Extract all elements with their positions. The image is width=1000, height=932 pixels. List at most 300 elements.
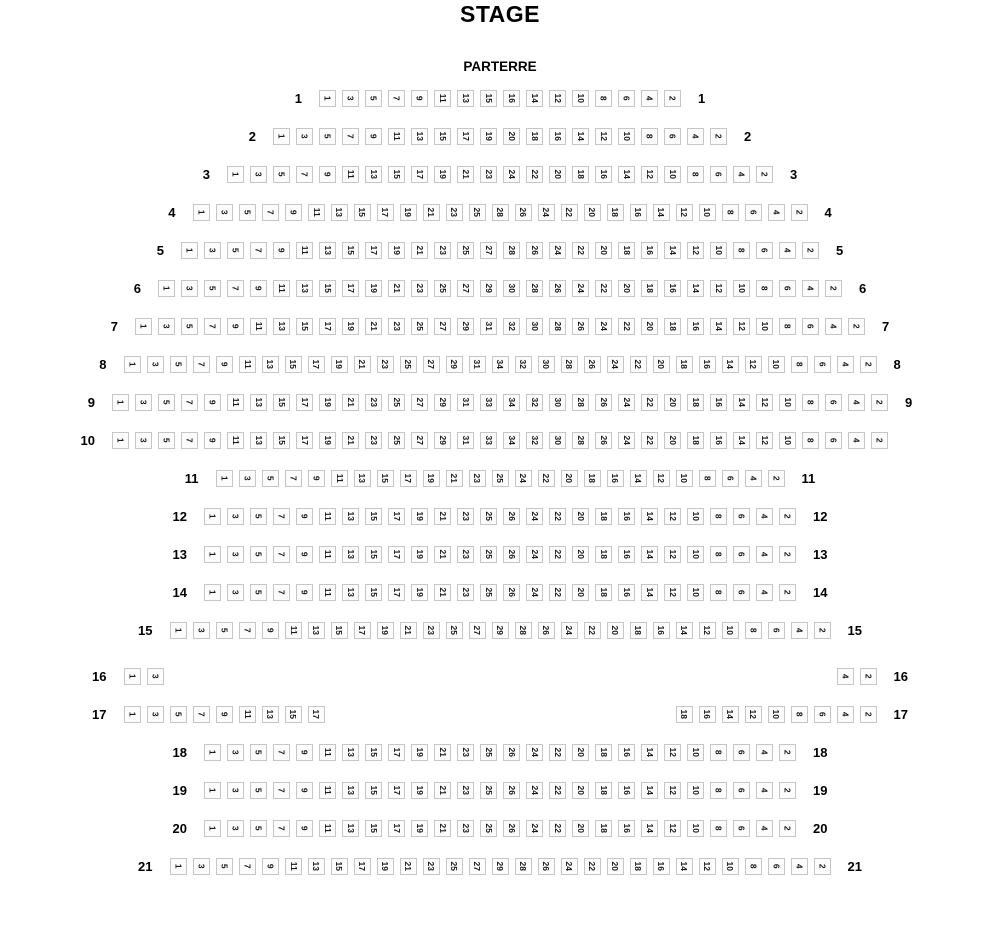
seat-18-1[interactable] xyxy=(204,744,221,761)
seat-7-31[interactable] xyxy=(480,318,497,335)
seat-14-18[interactable] xyxy=(595,584,612,601)
seat-10-20[interactable] xyxy=(664,432,681,449)
seat-10-31[interactable] xyxy=(457,432,474,449)
seat-3-21[interactable] xyxy=(457,166,474,183)
seat-11-8[interactable] xyxy=(699,470,716,487)
seat-6-14[interactable] xyxy=(687,280,704,297)
seat-11-4[interactable] xyxy=(745,470,762,487)
seat-9-18[interactable] xyxy=(687,394,704,411)
seat-21-10[interactable] xyxy=(722,858,739,875)
seat-19-21[interactable] xyxy=(434,782,451,799)
seat-12-25[interactable] xyxy=(480,508,497,525)
seat-6-7[interactable] xyxy=(227,280,244,297)
seat-9-19[interactable] xyxy=(319,394,336,411)
seat-5-12[interactable] xyxy=(687,242,704,259)
seat-1-4[interactable] xyxy=(641,90,658,107)
seat-13-17[interactable] xyxy=(388,546,405,563)
seat-7-23[interactable] xyxy=(388,318,405,335)
seat-21-1[interactable] xyxy=(170,858,187,875)
seat-9-23[interactable] xyxy=(365,394,382,411)
seat-8-3[interactable] xyxy=(147,356,164,373)
seat-13-8[interactable] xyxy=(710,546,727,563)
seat-10-22[interactable] xyxy=(641,432,658,449)
seat-7-4[interactable] xyxy=(825,318,842,335)
seat-3-14[interactable] xyxy=(618,166,635,183)
seat-6-11[interactable] xyxy=(273,280,290,297)
seat-6-15[interactable] xyxy=(319,280,336,297)
seat-8-23[interactable] xyxy=(377,356,394,373)
seat-1-7[interactable] xyxy=(388,90,405,107)
seat-2-2[interactable] xyxy=(710,128,727,145)
seat-19-23[interactable] xyxy=(457,782,474,799)
seat-19-20[interactable] xyxy=(572,782,589,799)
seat-4-12[interactable] xyxy=(676,204,693,221)
seat-18-9[interactable] xyxy=(296,744,313,761)
seat-9-5[interactable] xyxy=(158,394,175,411)
seat-7-7[interactable] xyxy=(204,318,221,335)
seat-6-9[interactable] xyxy=(250,280,267,297)
seat-14-22[interactable] xyxy=(549,584,566,601)
seat-7-5[interactable] xyxy=(181,318,198,335)
seat-17-5[interactable] xyxy=(170,706,187,723)
seat-21-7[interactable] xyxy=(239,858,256,875)
seat-5-23[interactable] xyxy=(434,242,451,259)
seat-21-29[interactable] xyxy=(492,858,509,875)
seat-15-8[interactable] xyxy=(745,622,762,639)
seat-17-12[interactable] xyxy=(745,706,762,723)
seat-11-25[interactable] xyxy=(492,470,509,487)
seat-15-29[interactable] xyxy=(492,622,509,639)
seat-15-26[interactable] xyxy=(538,622,555,639)
seat-10-3[interactable] xyxy=(135,432,152,449)
seat-20-26[interactable] xyxy=(503,820,520,837)
seat-16-3[interactable] xyxy=(147,668,164,685)
seat-14-17[interactable] xyxy=(388,584,405,601)
seat-4-6[interactable] xyxy=(745,204,762,221)
seat-3-7[interactable] xyxy=(296,166,313,183)
seat-10-32[interactable] xyxy=(526,432,543,449)
seat-20-14[interactable] xyxy=(641,820,658,837)
seat-7-17[interactable] xyxy=(319,318,336,335)
seat-9-6[interactable] xyxy=(825,394,842,411)
seat-13-9[interactable] xyxy=(296,546,313,563)
seat-3-1[interactable] xyxy=(227,166,244,183)
seat-21-4[interactable] xyxy=(791,858,808,875)
seat-17-3[interactable] xyxy=(147,706,164,723)
seat-10-30[interactable] xyxy=(549,432,566,449)
seat-10-6[interactable] xyxy=(825,432,842,449)
seat-2-13[interactable] xyxy=(411,128,428,145)
seat-12-9[interactable] xyxy=(296,508,313,525)
seat-8-9[interactable] xyxy=(216,356,233,373)
seat-7-14[interactable] xyxy=(710,318,727,335)
seat-14-13[interactable] xyxy=(342,584,359,601)
seat-21-2[interactable] xyxy=(814,858,831,875)
seat-8-17[interactable] xyxy=(308,356,325,373)
seat-20-3[interactable] xyxy=(227,820,244,837)
seat-12-1[interactable] xyxy=(204,508,221,525)
seat-18-5[interactable] xyxy=(250,744,267,761)
seat-18-4[interactable] xyxy=(756,744,773,761)
seat-6-18[interactable] xyxy=(641,280,658,297)
seat-7-11[interactable] xyxy=(250,318,267,335)
seat-8-34[interactable] xyxy=(492,356,509,373)
seat-19-16[interactable] xyxy=(618,782,635,799)
seat-21-27[interactable] xyxy=(469,858,486,875)
seat-5-25[interactable] xyxy=(457,242,474,259)
seat-12-11[interactable] xyxy=(319,508,336,525)
seat-4-7[interactable] xyxy=(262,204,279,221)
seat-15-1[interactable] xyxy=(170,622,187,639)
seat-4-14[interactable] xyxy=(653,204,670,221)
seat-17-16[interactable] xyxy=(699,706,716,723)
seat-15-27[interactable] xyxy=(469,622,486,639)
seat-11-19[interactable] xyxy=(423,470,440,487)
seat-3-8[interactable] xyxy=(687,166,704,183)
seat-3-13[interactable] xyxy=(365,166,382,183)
seat-5-10[interactable] xyxy=(710,242,727,259)
seat-17-10[interactable] xyxy=(768,706,785,723)
seat-20-21[interactable] xyxy=(434,820,451,837)
seat-4-3[interactable] xyxy=(216,204,233,221)
seat-2-11[interactable] xyxy=(388,128,405,145)
seat-15-16[interactable] xyxy=(653,622,670,639)
seat-7-28[interactable] xyxy=(549,318,566,335)
seat-19-25[interactable] xyxy=(480,782,497,799)
seat-9-10[interactable] xyxy=(779,394,796,411)
seat-5-18[interactable] xyxy=(618,242,635,259)
seat-10-5[interactable] xyxy=(158,432,175,449)
seat-2-9[interactable] xyxy=(365,128,382,145)
seat-9-3[interactable] xyxy=(135,394,152,411)
seat-15-9[interactable] xyxy=(262,622,279,639)
seat-1-6[interactable] xyxy=(618,90,635,107)
seat-10-4[interactable] xyxy=(848,432,865,449)
seat-18-26[interactable] xyxy=(503,744,520,761)
seat-4-8[interactable] xyxy=(722,204,739,221)
seat-1-14[interactable] xyxy=(526,90,543,107)
seat-3-12[interactable] xyxy=(641,166,658,183)
seat-8-7[interactable] xyxy=(193,356,210,373)
seat-11-17[interactable] xyxy=(400,470,417,487)
seat-9-15[interactable] xyxy=(273,394,290,411)
seat-1-12[interactable] xyxy=(549,90,566,107)
seat-6-12[interactable] xyxy=(710,280,727,297)
seat-3-4[interactable] xyxy=(733,166,750,183)
seat-15-18[interactable] xyxy=(630,622,647,639)
seat-15-7[interactable] xyxy=(239,622,256,639)
seat-2-20[interactable] xyxy=(503,128,520,145)
seat-1-11[interactable] xyxy=(434,90,451,107)
seat-21-13[interactable] xyxy=(308,858,325,875)
seat-5-26[interactable] xyxy=(526,242,543,259)
seat-20-19[interactable] xyxy=(411,820,428,837)
seat-14-5[interactable] xyxy=(250,584,267,601)
seat-3-5[interactable] xyxy=(273,166,290,183)
seat-4-22[interactable] xyxy=(561,204,578,221)
seat-5-1[interactable] xyxy=(181,242,198,259)
seat-8-4[interactable] xyxy=(837,356,854,373)
seat-9-9[interactable] xyxy=(204,394,221,411)
seat-21-17[interactable] xyxy=(354,858,371,875)
seat-2-6[interactable] xyxy=(664,128,681,145)
seat-12-19[interactable] xyxy=(411,508,428,525)
seat-20-25[interactable] xyxy=(480,820,497,837)
seat-9-16[interactable] xyxy=(710,394,727,411)
seat-12-24[interactable] xyxy=(526,508,543,525)
seat-7-12[interactable] xyxy=(733,318,750,335)
seat-15-28[interactable] xyxy=(515,622,532,639)
seat-4-2[interactable] xyxy=(791,204,808,221)
seat-1-10[interactable] xyxy=(572,90,589,107)
seat-19-12[interactable] xyxy=(664,782,681,799)
seat-10-21[interactable] xyxy=(342,432,359,449)
seat-19-22[interactable] xyxy=(549,782,566,799)
seat-10-12[interactable] xyxy=(756,432,773,449)
seat-18-21[interactable] xyxy=(434,744,451,761)
seat-10-13[interactable] xyxy=(250,432,267,449)
seat-14-12[interactable] xyxy=(664,584,681,601)
seat-11-20[interactable] xyxy=(561,470,578,487)
seat-10-11[interactable] xyxy=(227,432,244,449)
seat-8-1[interactable] xyxy=(124,356,141,373)
seat-13-10[interactable] xyxy=(687,546,704,563)
seat-3-22[interactable] xyxy=(526,166,543,183)
seat-9-11[interactable] xyxy=(227,394,244,411)
seat-11-24[interactable] xyxy=(515,470,532,487)
seat-2-5[interactable] xyxy=(319,128,336,145)
seat-20-13[interactable] xyxy=(342,820,359,837)
seat-4-17[interactable] xyxy=(377,204,394,221)
seat-1-3[interactable] xyxy=(342,90,359,107)
seat-8-22[interactable] xyxy=(630,356,647,373)
seat-14-24[interactable] xyxy=(526,584,543,601)
seat-18-22[interactable] xyxy=(549,744,566,761)
seat-1-2[interactable] xyxy=(664,90,681,107)
seat-7-21[interactable] xyxy=(365,318,382,335)
seat-13-22[interactable] xyxy=(549,546,566,563)
seat-19-8[interactable] xyxy=(710,782,727,799)
seat-8-24[interactable] xyxy=(607,356,624,373)
seat-12-13[interactable] xyxy=(342,508,359,525)
seat-7-22[interactable] xyxy=(618,318,635,335)
seat-5-3[interactable] xyxy=(204,242,221,259)
seat-10-9[interactable] xyxy=(204,432,221,449)
seat-13-19[interactable] xyxy=(411,546,428,563)
seat-21-24[interactable] xyxy=(561,858,578,875)
seat-5-2[interactable] xyxy=(802,242,819,259)
seat-19-10[interactable] xyxy=(687,782,704,799)
seat-14-8[interactable] xyxy=(710,584,727,601)
seat-2-7[interactable] xyxy=(342,128,359,145)
seat-16-4[interactable] xyxy=(837,668,854,685)
seat-21-18[interactable] xyxy=(630,858,647,875)
seat-9-4[interactable] xyxy=(848,394,865,411)
seat-14-15[interactable] xyxy=(365,584,382,601)
seat-7-8[interactable] xyxy=(779,318,796,335)
seat-17-14[interactable] xyxy=(722,706,739,723)
seat-12-2[interactable] xyxy=(779,508,796,525)
seat-7-1[interactable] xyxy=(135,318,152,335)
seat-18-19[interactable] xyxy=(411,744,428,761)
seat-6-2[interactable] xyxy=(825,280,842,297)
seat-7-30[interactable] xyxy=(526,318,543,335)
seat-7-24[interactable] xyxy=(595,318,612,335)
seat-3-23[interactable] xyxy=(480,166,497,183)
seat-3-10[interactable] xyxy=(664,166,681,183)
seat-15-17[interactable] xyxy=(354,622,371,639)
seat-9-1[interactable] xyxy=(112,394,129,411)
seat-21-5[interactable] xyxy=(216,858,233,875)
seat-3-19[interactable] xyxy=(434,166,451,183)
seat-10-18[interactable] xyxy=(687,432,704,449)
seat-20-22[interactable] xyxy=(549,820,566,837)
seat-9-34[interactable] xyxy=(503,394,520,411)
seat-18-24[interactable] xyxy=(526,744,543,761)
seat-3-17[interactable] xyxy=(411,166,428,183)
seat-13-7[interactable] xyxy=(273,546,290,563)
seat-8-28[interactable] xyxy=(561,356,578,373)
seat-11-21[interactable] xyxy=(446,470,463,487)
seat-10-15[interactable] xyxy=(273,432,290,449)
seat-14-2[interactable] xyxy=(779,584,796,601)
seat-16-2[interactable] xyxy=(860,668,877,685)
seat-9-8[interactable] xyxy=(802,394,819,411)
seat-5-5[interactable] xyxy=(227,242,244,259)
seat-8-29[interactable] xyxy=(446,356,463,373)
seat-8-21[interactable] xyxy=(354,356,371,373)
seat-13-23[interactable] xyxy=(457,546,474,563)
seat-14-23[interactable] xyxy=(457,584,474,601)
seat-8-11[interactable] xyxy=(239,356,256,373)
seat-11-14[interactable] xyxy=(630,470,647,487)
seat-11-13[interactable] xyxy=(354,470,371,487)
seat-15-25[interactable] xyxy=(446,622,463,639)
seat-4-18[interactable] xyxy=(607,204,624,221)
seat-5-24[interactable] xyxy=(549,242,566,259)
seat-7-13[interactable] xyxy=(273,318,290,335)
seat-19-1[interactable] xyxy=(204,782,221,799)
seat-17-17[interactable] xyxy=(308,706,325,723)
seat-20-17[interactable] xyxy=(388,820,405,837)
seat-20-15[interactable] xyxy=(365,820,382,837)
seat-12-5[interactable] xyxy=(250,508,267,525)
seat-10-28[interactable] xyxy=(572,432,589,449)
seat-12-7[interactable] xyxy=(273,508,290,525)
seat-13-6[interactable] xyxy=(733,546,750,563)
seat-6-29[interactable] xyxy=(480,280,497,297)
seat-1-1[interactable] xyxy=(319,90,336,107)
seat-6-5[interactable] xyxy=(204,280,221,297)
seat-6-6[interactable] xyxy=(779,280,796,297)
seat-2-4[interactable] xyxy=(687,128,704,145)
seat-5-9[interactable] xyxy=(273,242,290,259)
seat-4-1[interactable] xyxy=(193,204,210,221)
seat-6-4[interactable] xyxy=(802,280,819,297)
seat-4-5[interactable] xyxy=(239,204,256,221)
seat-2-17[interactable] xyxy=(457,128,474,145)
seat-5-14[interactable] xyxy=(664,242,681,259)
seat-14-9[interactable] xyxy=(296,584,313,601)
seat-3-11[interactable] xyxy=(342,166,359,183)
seat-13-26[interactable] xyxy=(503,546,520,563)
seat-13-16[interactable] xyxy=(618,546,635,563)
seat-21-6[interactable] xyxy=(768,858,785,875)
seat-9-12[interactable] xyxy=(756,394,773,411)
seat-6-24[interactable] xyxy=(572,280,589,297)
seat-12-26[interactable] xyxy=(503,508,520,525)
seat-18-25[interactable] xyxy=(480,744,497,761)
seat-1-8[interactable] xyxy=(595,90,612,107)
seat-1-13[interactable] xyxy=(457,90,474,107)
seat-14-4[interactable] xyxy=(756,584,773,601)
seat-13-24[interactable] xyxy=(526,546,543,563)
seat-20-12[interactable] xyxy=(664,820,681,837)
seat-12-21[interactable] xyxy=(434,508,451,525)
seat-8-6[interactable] xyxy=(814,356,831,373)
seat-12-3[interactable] xyxy=(227,508,244,525)
seat-4-26[interactable] xyxy=(515,204,532,221)
seat-19-9[interactable] xyxy=(296,782,313,799)
seat-13-5[interactable] xyxy=(250,546,267,563)
seat-4-9[interactable] xyxy=(285,204,302,221)
seat-6-10[interactable] xyxy=(733,280,750,297)
seat-8-8[interactable] xyxy=(791,356,808,373)
seat-21-12[interactable] xyxy=(699,858,716,875)
seat-5-7[interactable] xyxy=(250,242,267,259)
seat-10-10[interactable] xyxy=(779,432,796,449)
seat-20-23[interactable] xyxy=(457,820,474,837)
seat-3-24[interactable] xyxy=(503,166,520,183)
seat-8-18[interactable] xyxy=(676,356,693,373)
seat-15-2[interactable] xyxy=(814,622,831,639)
seat-21-16[interactable] xyxy=(653,858,670,875)
seat-10-27[interactable] xyxy=(411,432,428,449)
seat-20-1[interactable] xyxy=(204,820,221,837)
seat-19-26[interactable] xyxy=(503,782,520,799)
seat-15-19[interactable] xyxy=(377,622,394,639)
seat-9-13[interactable] xyxy=(250,394,267,411)
seat-7-20[interactable] xyxy=(641,318,658,335)
seat-2-8[interactable] xyxy=(641,128,658,145)
seat-17-2[interactable] xyxy=(860,706,877,723)
seat-18-15[interactable] xyxy=(365,744,382,761)
seat-4-4[interactable] xyxy=(768,204,785,221)
seat-21-28[interactable] xyxy=(515,858,532,875)
seat-2-16[interactable] xyxy=(549,128,566,145)
seat-13-4[interactable] xyxy=(756,546,773,563)
seat-15-5[interactable] xyxy=(216,622,233,639)
seat-6-22[interactable] xyxy=(595,280,612,297)
seat-8-25[interactable] xyxy=(400,356,417,373)
seat-4-24[interactable] xyxy=(538,204,555,221)
seat-18-6[interactable] xyxy=(733,744,750,761)
seat-9-29[interactable] xyxy=(434,394,451,411)
seat-10-23[interactable] xyxy=(365,432,382,449)
seat-14-26[interactable] xyxy=(503,584,520,601)
seat-19-2[interactable] xyxy=(779,782,796,799)
seat-12-17[interactable] xyxy=(388,508,405,525)
seat-15-4[interactable] xyxy=(791,622,808,639)
seat-3-6[interactable] xyxy=(710,166,727,183)
seat-11-1[interactable] xyxy=(216,470,233,487)
seat-14-25[interactable] xyxy=(480,584,497,601)
seat-21-3[interactable] xyxy=(193,858,210,875)
seat-2-15[interactable] xyxy=(434,128,451,145)
seat-14-19[interactable] xyxy=(411,584,428,601)
seat-9-26[interactable] xyxy=(595,394,612,411)
seat-18-11[interactable] xyxy=(319,744,336,761)
